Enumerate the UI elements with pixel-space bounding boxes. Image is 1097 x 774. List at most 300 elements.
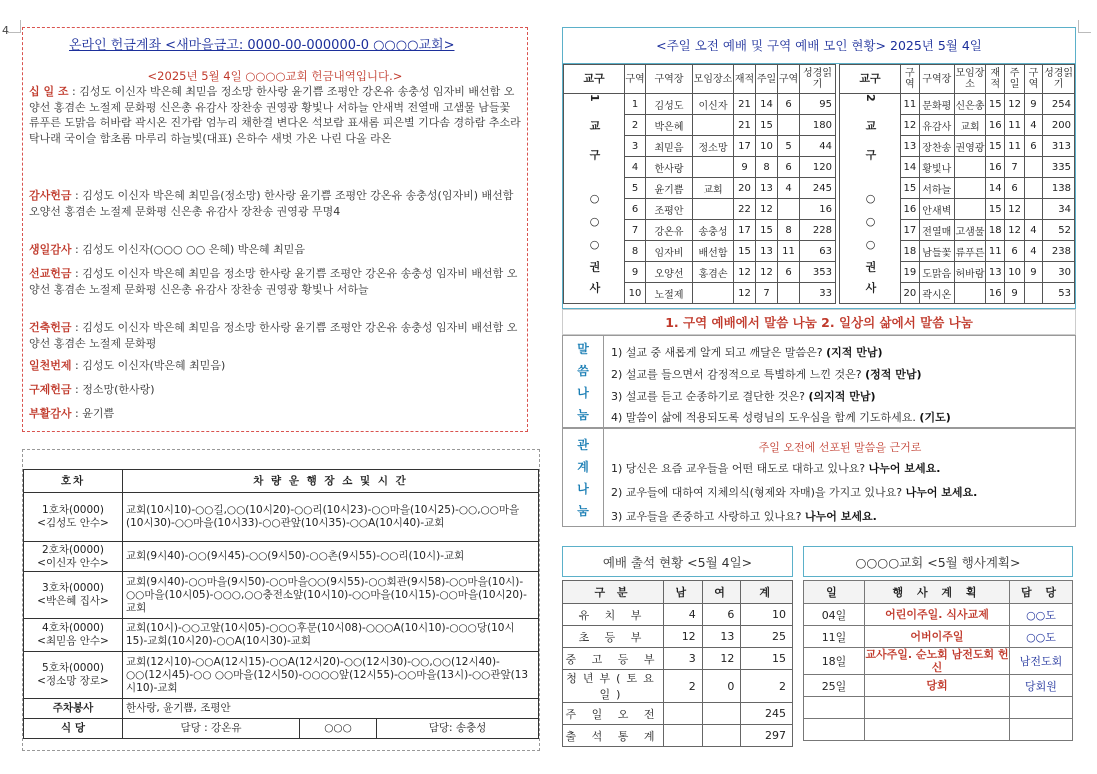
offering-easter (29, 406, 523, 422)
word-sharing-side: 말 씀 나 눔 (563, 336, 604, 427)
attendance-table (562, 580, 793, 747)
cell-leader: 전열매 (919, 220, 954, 241)
cell-bible-reading: 33 (800, 283, 836, 304)
cell-district: 17 (901, 220, 920, 241)
word-sharing-box (562, 335, 1076, 428)
cell-place (693, 283, 734, 304)
cell-total: 297 (741, 725, 793, 747)
cell-sunday: 13 (756, 241, 778, 262)
cell-district-count: 9 (1024, 94, 1042, 115)
cell-district: 4 (625, 157, 646, 178)
offering-label: 부활감사 (29, 407, 72, 420)
gathering-row (564, 94, 836, 115)
cell-bible-reading: 30 (1043, 262, 1075, 283)
cell-day: 18일 (804, 648, 865, 675)
cell-leader: 윤기쁨 (646, 178, 693, 199)
cell-place (954, 178, 985, 199)
offering-sep: : (71, 321, 83, 334)
offering-sep: : (71, 407, 83, 420)
vehicle-row (24, 652, 539, 699)
cell-leader: 서하늘 (919, 178, 954, 199)
meal-owner-1: 담당 : 강온유 (123, 719, 300, 739)
cell-female: 0 (702, 670, 741, 703)
cell-district-count: 6 (778, 94, 800, 115)
cell-female (702, 725, 741, 747)
cell-bible-reading: 245 (800, 178, 836, 199)
cell-registered: 15 (986, 136, 1005, 157)
cell-leader: 도맑음 (919, 262, 954, 283)
cell-place: 이신자 (693, 94, 734, 115)
cell-bible-reading: 53 (1043, 283, 1075, 304)
cell-place (693, 199, 734, 220)
vehicle-driver: <박은혜 집사> (37, 595, 109, 607)
vehicle-header-car: 호차 (24, 470, 123, 493)
offering-sep: : (71, 189, 83, 202)
cell-leader: 황빛나 (919, 157, 954, 178)
offering-label: 십 일 조 (29, 85, 69, 98)
offering-names: 김성도 이신자(박은혜 최믿음) (82, 359, 226, 372)
vehicle-route: 교회(9시40)-○○(9시45)-○○(9시50)-○○촌(9시55)-○○리(10시)-교회 (123, 542, 539, 572)
cell-district: 7 (625, 220, 646, 241)
col-header: 성경읽기 (800, 65, 836, 94)
cell-bible-reading: 63 (800, 241, 836, 262)
col-header: 성경읽기 (1043, 65, 1075, 94)
cell-leader: 곽시온 (919, 283, 954, 304)
cell-place: 류푸른 (954, 241, 985, 262)
cell-sunday: 15 (756, 220, 778, 241)
col-header: 모임장소 (693, 65, 734, 94)
cell-place (954, 199, 985, 220)
word-question: 4) 말씀이 삶에 적용되도록 성령님의 도우심을 함께 기도하세요. (기도) (611, 411, 951, 424)
cell-place (693, 115, 734, 136)
offering-label: 구제헌금 (29, 383, 72, 396)
cell-place: 허바람 (954, 262, 985, 283)
cell-district-count (778, 199, 800, 220)
col-header: 구역 (778, 65, 800, 94)
offering-heading: <2025년 5월 4일 ○○○○교회 헌금내역입니다.> (147, 69, 403, 83)
cell-female (702, 703, 741, 725)
cell-registered: 13 (986, 262, 1005, 283)
cell-male (664, 725, 703, 747)
parking-label: 주차봉사 (24, 699, 123, 719)
cell-sunday: 12 (756, 199, 778, 220)
relation-sharing-side: 관 계 나 눔 (563, 429, 604, 526)
cell-sunday: 12 (1005, 220, 1024, 241)
cell-sunday: 7 (1005, 157, 1024, 178)
cell-district: 3 (625, 136, 646, 157)
offering-names: 김성도 이신자 박은혜 최믿음 정소망 한사랑 윤기쁨 조평안 강온유 송충성 임자비 배선함 오양선 홍겸손 노절제 문화평 (29, 321, 518, 350)
cell-leader: 최믿음 (646, 136, 693, 157)
cell-district: 10 (625, 283, 646, 304)
relation-sharing-box (562, 428, 1076, 527)
offering-label: 선교헌금 (29, 267, 72, 280)
cell-leader: 노절제 (646, 283, 693, 304)
col-header: 재적 (734, 65, 756, 94)
cell-place: 고샘물 (954, 220, 985, 241)
cell-district: 12 (901, 115, 920, 136)
vehicle-row (24, 572, 539, 619)
plan-row (804, 719, 1073, 741)
offering-building (29, 320, 523, 351)
cell-district-count (1024, 157, 1042, 178)
cell-event: 교사주일. 순노회 남전도회 헌신 (865, 648, 1009, 674)
cell-event: 당회 (865, 675, 1010, 697)
cell-district: 8 (625, 241, 646, 262)
vehicle-route: 교회(10시)-○○고앞(10시05)-○○○후문(10시08)-○○○A(10시10)-○○○당(10시15)-교회(10시20)-○○A(10시30)-교회 (123, 619, 539, 652)
cell-registered: 20 (734, 178, 756, 199)
cell-place (693, 157, 734, 178)
cell-district: 2 (625, 115, 646, 136)
col-header: 구역장 (919, 65, 954, 94)
offering-label: 일천번제 (29, 359, 72, 372)
cell-sunday: 11 (1005, 115, 1024, 136)
gathering-box (562, 27, 1076, 309)
attendance-row (563, 725, 793, 747)
cell-district: 16 (901, 199, 920, 220)
vehicle-box (22, 449, 540, 751)
offering-sep: : (68, 85, 80, 98)
cell-district-count (1024, 178, 1042, 199)
col-header: 행 사 계 획 (865, 581, 1010, 604)
cell-total: 2 (741, 670, 793, 703)
cell-day (804, 697, 865, 719)
offering-label: 건축헌금 (29, 321, 72, 334)
cell-bible-reading: 200 (1043, 115, 1075, 136)
page-number: 4 (2, 24, 9, 37)
cell-district: 15 (901, 178, 920, 199)
col-header: 구 분 (563, 581, 664, 604)
col-header: 담 당 (1010, 581, 1073, 604)
cell-place: 정소망 (693, 136, 734, 157)
cell-district: 13 (901, 136, 920, 157)
cell-day: 25일 (804, 675, 865, 697)
cell-district: 19 (901, 262, 920, 283)
cell-bible-reading: 238 (1043, 241, 1075, 262)
cell-district: 1 (625, 94, 646, 115)
cell-category: 주 일 오 전 (563, 703, 664, 725)
cell-leader: 김성도 (646, 94, 693, 115)
cell-place: 배선함 (693, 241, 734, 262)
cell-bible-reading: 52 (1043, 220, 1075, 241)
cell-sunday: 12 (756, 262, 778, 283)
cell-district-count (1024, 199, 1042, 220)
col-header: 재적 (986, 65, 1005, 94)
cell-event (865, 697, 1010, 719)
col-header: 주일 (756, 65, 778, 94)
cell-district-count (1024, 283, 1042, 304)
attendance-row (563, 648, 793, 670)
cell-leader: 안새벽 (919, 199, 954, 220)
cell-registered: 21 (734, 94, 756, 115)
offering-sep: : (71, 359, 83, 372)
gathering-table-right (839, 64, 1075, 304)
col-header: 여 (702, 581, 741, 604)
plan-table (803, 580, 1073, 741)
gathering-table-left (563, 64, 836, 304)
cell-sunday: 13 (756, 178, 778, 199)
cell-district-count: 6 (778, 262, 800, 283)
cell-category: 유 치 부 (563, 604, 664, 626)
vehicle-driver: <이신자 안수> (37, 556, 109, 569)
col-header: 계 (741, 581, 793, 604)
cell-place (954, 283, 985, 304)
col-header: 주일 (1005, 65, 1024, 94)
col-header: 교구 (840, 65, 901, 94)
bank-account-line[interactable]: 온라인 헌금계좌 <새마을금고: 0000-00-000000-0 ○○○○교회> (69, 38, 455, 53)
cell-sunday: 14 (756, 94, 778, 115)
cell-district-count (778, 283, 800, 304)
cell-leader: 오양선 (646, 262, 693, 283)
cell-registered: 17 (734, 136, 756, 157)
vehicle-row (24, 619, 539, 652)
cell-registered: 12 (734, 262, 756, 283)
cell-leader: 장찬송 (919, 136, 954, 157)
group-label-text: 2교구 (864, 94, 877, 178)
offering-sep: : (71, 383, 83, 396)
cell-event: 어린이주일. 식사교제 (865, 604, 1010, 626)
cell-district-count: 9 (1024, 262, 1042, 283)
cell-registered: 21 (734, 115, 756, 136)
vehicle-row (24, 542, 539, 572)
gathering-row (840, 94, 1075, 115)
cell-male: 4 (664, 604, 703, 626)
relation-question: 1) 당신은 요즘 교우들을 어떤 태도로 대하고 있나요? 나누어 보세요. (611, 462, 941, 475)
col-header: 구역 (901, 65, 920, 94)
vehicle-car: 2호차(0000) (42, 543, 104, 556)
cell-leader: 강온유 (646, 220, 693, 241)
cell-district-count: 4 (1024, 241, 1042, 262)
cell-registered: 16 (986, 283, 1005, 304)
cell-sunday: 10 (1005, 262, 1024, 283)
parking-row (24, 699, 539, 719)
col-header: 구역 (625, 65, 646, 94)
cell-registered: 9 (734, 157, 756, 178)
cell-district-count: 6 (778, 157, 800, 178)
cell-registered: 11 (986, 241, 1005, 262)
cell-category: 초 등 부 (563, 626, 664, 648)
cell-sunday: 12 (1005, 199, 1024, 220)
cell-registered: 15 (734, 241, 756, 262)
cell-district-count: 11 (778, 241, 800, 262)
gathering-title: <주일 오전 예배 및 구역 예배 모인 현황> 2025년 5월 4일 (563, 28, 1075, 64)
plan-row (804, 648, 1073, 675)
group-label (840, 94, 901, 304)
meal-team: ○○○ (300, 719, 377, 739)
meal-row (24, 719, 539, 739)
cell-category: 중 고 등 부 (563, 648, 664, 670)
cell-registered: 18 (986, 220, 1005, 241)
cell-bible-reading: 44 (800, 136, 836, 157)
sharing-theme: 1. 구역 예배에서 말씀 나눔 2. 일상의 삶에서 말씀 나눔 (562, 309, 1076, 335)
cell-district: 9 (625, 262, 646, 283)
meal-owner-2: 담당: 송충성 (377, 719, 539, 739)
cell-sunday: 12 (1005, 94, 1024, 115)
col-header: 구역 (1024, 65, 1042, 94)
group-sub-text: ○○○권사 (864, 191, 877, 303)
cell-male: 12 (664, 626, 703, 648)
attendance-row (563, 626, 793, 648)
plan-row (804, 604, 1073, 626)
cell-bible-reading: 16 (800, 199, 836, 220)
offering-thousand (29, 358, 523, 374)
cell-male: 3 (664, 648, 703, 670)
cell-district: 5 (625, 178, 646, 199)
cell-sunday: 6 (1005, 178, 1024, 199)
cell-event: 어버이주일 (865, 626, 1010, 648)
cell-registered: 16 (986, 157, 1005, 178)
cell-place (954, 157, 985, 178)
cell-leader: 조평안 (646, 199, 693, 220)
group-label-text: 1교구 (588, 94, 601, 178)
parking-names: 한사랑, 윤기쁨, 조평안 (123, 699, 539, 719)
cell-sunday: 6 (1005, 241, 1024, 262)
group-sub-text: ○○○권사 (588, 191, 601, 303)
attendance-row (563, 604, 793, 626)
plan-title: ○○○○교회 <5월 행사계획> (803, 546, 1073, 577)
cell-district-count: 8 (778, 220, 800, 241)
cell-owner (1010, 719, 1073, 741)
cell-female: 13 (702, 626, 741, 648)
attendance-row (563, 670, 793, 703)
vehicle-driver: <최믿음 안수> (37, 635, 109, 647)
cell-place: 신은총 (954, 94, 985, 115)
cell-bible-reading: 335 (1043, 157, 1075, 178)
cell-bible-reading: 228 (800, 220, 836, 241)
word-question: 3) 설교를 듣고 순종하기로 결단한 것은? (의지적 만남) (611, 390, 876, 403)
cell-district-count: 4 (1024, 115, 1042, 136)
cell-total: 10 (741, 604, 793, 626)
vehicle-driver: <김성도 안수> (37, 517, 109, 529)
cell-sunday: 15 (756, 115, 778, 136)
cell-female: 12 (702, 648, 741, 670)
cell-category: 청년부(토요일) (563, 670, 664, 703)
cell-sunday: 8 (756, 157, 778, 178)
group-label (564, 94, 625, 304)
col-header: 교구 (564, 65, 625, 94)
cell-owner: ○○도 (1010, 604, 1073, 626)
offering-relief (29, 382, 523, 398)
cell-district-count: 5 (778, 136, 800, 157)
cell-district: 20 (901, 283, 920, 304)
offering-label: 생일감사 (29, 243, 72, 256)
relation-subtitle: 주일 오전에 선포된 말씀을 근거로 (758, 441, 922, 454)
cell-owner (1010, 697, 1073, 719)
cell-district-count (778, 115, 800, 136)
cell-bible-reading: 254 (1043, 94, 1075, 115)
cell-leader: 한사랑 (646, 157, 693, 178)
cell-leader: 임자비 (646, 241, 693, 262)
cell-sunday: 9 (1005, 283, 1024, 304)
cell-total: 15 (741, 648, 793, 670)
offering-names: 김성도 이신자 박은혜 최믿음(정소망) 한사랑 윤기쁨 조평안 강온유 송충성(임자비) 배선함 오양선 홍겸손 노절제 문화평 신은총 유감사 장찬송 권영광 무명4 (29, 189, 514, 218)
attendance-row (563, 703, 793, 725)
meal-label: 식 당 (24, 719, 123, 739)
cell-district: 14 (901, 157, 920, 178)
vehicle-row (24, 493, 539, 542)
cell-day (804, 719, 865, 741)
cell-place: 권영광 (954, 136, 985, 157)
cell-registered: 15 (986, 199, 1005, 220)
vehicle-header-route: 차 량 운 행 장 소 및 시 간 (123, 470, 539, 493)
col-header: 구역장 (646, 65, 693, 94)
cell-registered: 12 (734, 283, 756, 304)
vehicle-table (23, 469, 539, 739)
cell-total: 25 (741, 626, 793, 648)
cell-bible-reading: 95 (800, 94, 836, 115)
cell-day: 11일 (804, 626, 865, 648)
crop-mark-left (8, 20, 21, 33)
offering-birthday (29, 242, 523, 258)
vehicle-route: 교회(10시10)-○○길,○○(10시20)-○○리(10시23)-○○마을(10시25)-○○,○○마을(10시30)-○○마을(10시33)-○○관앞(10시35)-○○A(10시40)-교회 (123, 493, 539, 542)
cell-bible-reading: 180 (800, 115, 836, 136)
attendance-title: 예배 출석 현황 <5월 4일> (562, 546, 793, 577)
offering-names: 정소망(한사랑) (82, 383, 155, 396)
cell-bible-reading: 120 (800, 157, 836, 178)
col-header: 모임장소 (954, 65, 985, 94)
cell-bible-reading: 353 (800, 262, 836, 283)
cell-sunday: 7 (756, 283, 778, 304)
offering-sep: : (71, 243, 83, 256)
cell-owner: 당회원 (1010, 675, 1073, 697)
vehicle-route: 교회(9시40)-○○마을(9시50)-○○마을○○(9시55)-○○회관(9시58)-○○마을(10시)-○○마을(10시05)-○○○,○○충전소앞(10시10)-○○마을(10시15)-○○마을(10시20)-교회 (123, 572, 539, 619)
offering-mission (29, 266, 523, 297)
offering-box (22, 27, 528, 432)
cell-total: 245 (741, 703, 793, 725)
cell-district: 11 (901, 94, 920, 115)
plan-row (804, 626, 1073, 648)
word-question: 1) 설교 중 새롭게 알게 되고 깨달은 말씀은? (지적 만남) (611, 346, 883, 359)
cell-category: 출 석 통 계 (563, 725, 664, 747)
col-header: 남 (664, 581, 703, 604)
cell-district: 18 (901, 241, 920, 262)
crop-mark-right (1078, 20, 1091, 33)
offering-names: 김성도 이신자(○○○ ○○ 은혜) 박은혜 최믿음 (82, 243, 306, 256)
vehicle-route: 교회(12시10)-○○A(12시15)-○○A(12시20)-○○(12시30)-○○,○○(12시40)-○○(12시45)-○○ ○○마을(12시50)-○○○○앞(12시55)-○○마을(13시)-○○관앞(13시10)-교회 (123, 652, 539, 699)
offering-thanks (29, 188, 523, 219)
plan-row (804, 675, 1073, 697)
cell-bible-reading: 138 (1043, 178, 1075, 199)
vehicle-driver: <정소망 장로> (37, 675, 109, 687)
cell-registered: 15 (986, 94, 1005, 115)
col-header: 일 (804, 581, 865, 604)
cell-registered: 22 (734, 199, 756, 220)
plan-row (804, 697, 1073, 719)
offering-names: 김성도 이신자 박은혜 최믿음 정소망 한사랑 윤기쁨 조평안 강온유 송충성 임자비 배선함 오양선 홍겸손 노절제 문화평 신은총 유감사 장찬송 권영광 황빛나 서하늘 안새벽 전열매 고샘물 남들꽃 류푸른 도맑음 허바람 곽시온 진가람 엄누리 채한결 변다온 석보람 표새롬 피은별 기다솜 경하람 추소라 탁나래 국이슬 함초롬 마루리 하늘빛(대표) 은하수 새벗 가온 나린 다올 라온 (29, 85, 521, 145)
vehicle-car: 4호차(0000) (42, 622, 104, 634)
cell-leader: 유감사 (919, 115, 954, 136)
cell-place: 교회 (954, 115, 985, 136)
cell-bible-reading: 313 (1043, 136, 1075, 157)
relation-question: 2) 교우들에 대하여 지체의식(형제와 자매)을 가지고 있나요? 나누어 보세요. (611, 486, 978, 499)
cell-district-count: 4 (778, 178, 800, 199)
vehicle-car: 5호차(0000) (42, 662, 104, 674)
vehicle-car: 3호차(0000) (42, 582, 104, 594)
offering-sep: : (71, 267, 83, 280)
cell-district-count: 4 (1024, 220, 1042, 241)
cell-bible-reading: 34 (1043, 199, 1075, 220)
offering-names: 김성도 이신자 박은혜 최믿음 정소망 한사랑 윤기쁨 조평안 강온유 송충성 임자비 배선함 오양선 홍겸손 노절제 문화평 신은총 유감사 장찬송 권영광 황빛나 서하늘 (29, 267, 518, 296)
cell-sunday: 11 (1005, 136, 1024, 157)
cell-male: 2 (664, 670, 703, 703)
cell-sunday: 10 (756, 136, 778, 157)
cell-female: 6 (702, 604, 741, 626)
cell-place: 홍겸손 (693, 262, 734, 283)
word-question: 2) 설교를 들으면서 감정적으로 특별하게 느낀 것은? (정적 만남) (611, 368, 922, 381)
cell-owner: ○○도 (1010, 626, 1073, 648)
cell-leader: 박은혜 (646, 115, 693, 136)
offering-label: 감사헌금 (29, 189, 72, 202)
cell-registered: 17 (734, 220, 756, 241)
